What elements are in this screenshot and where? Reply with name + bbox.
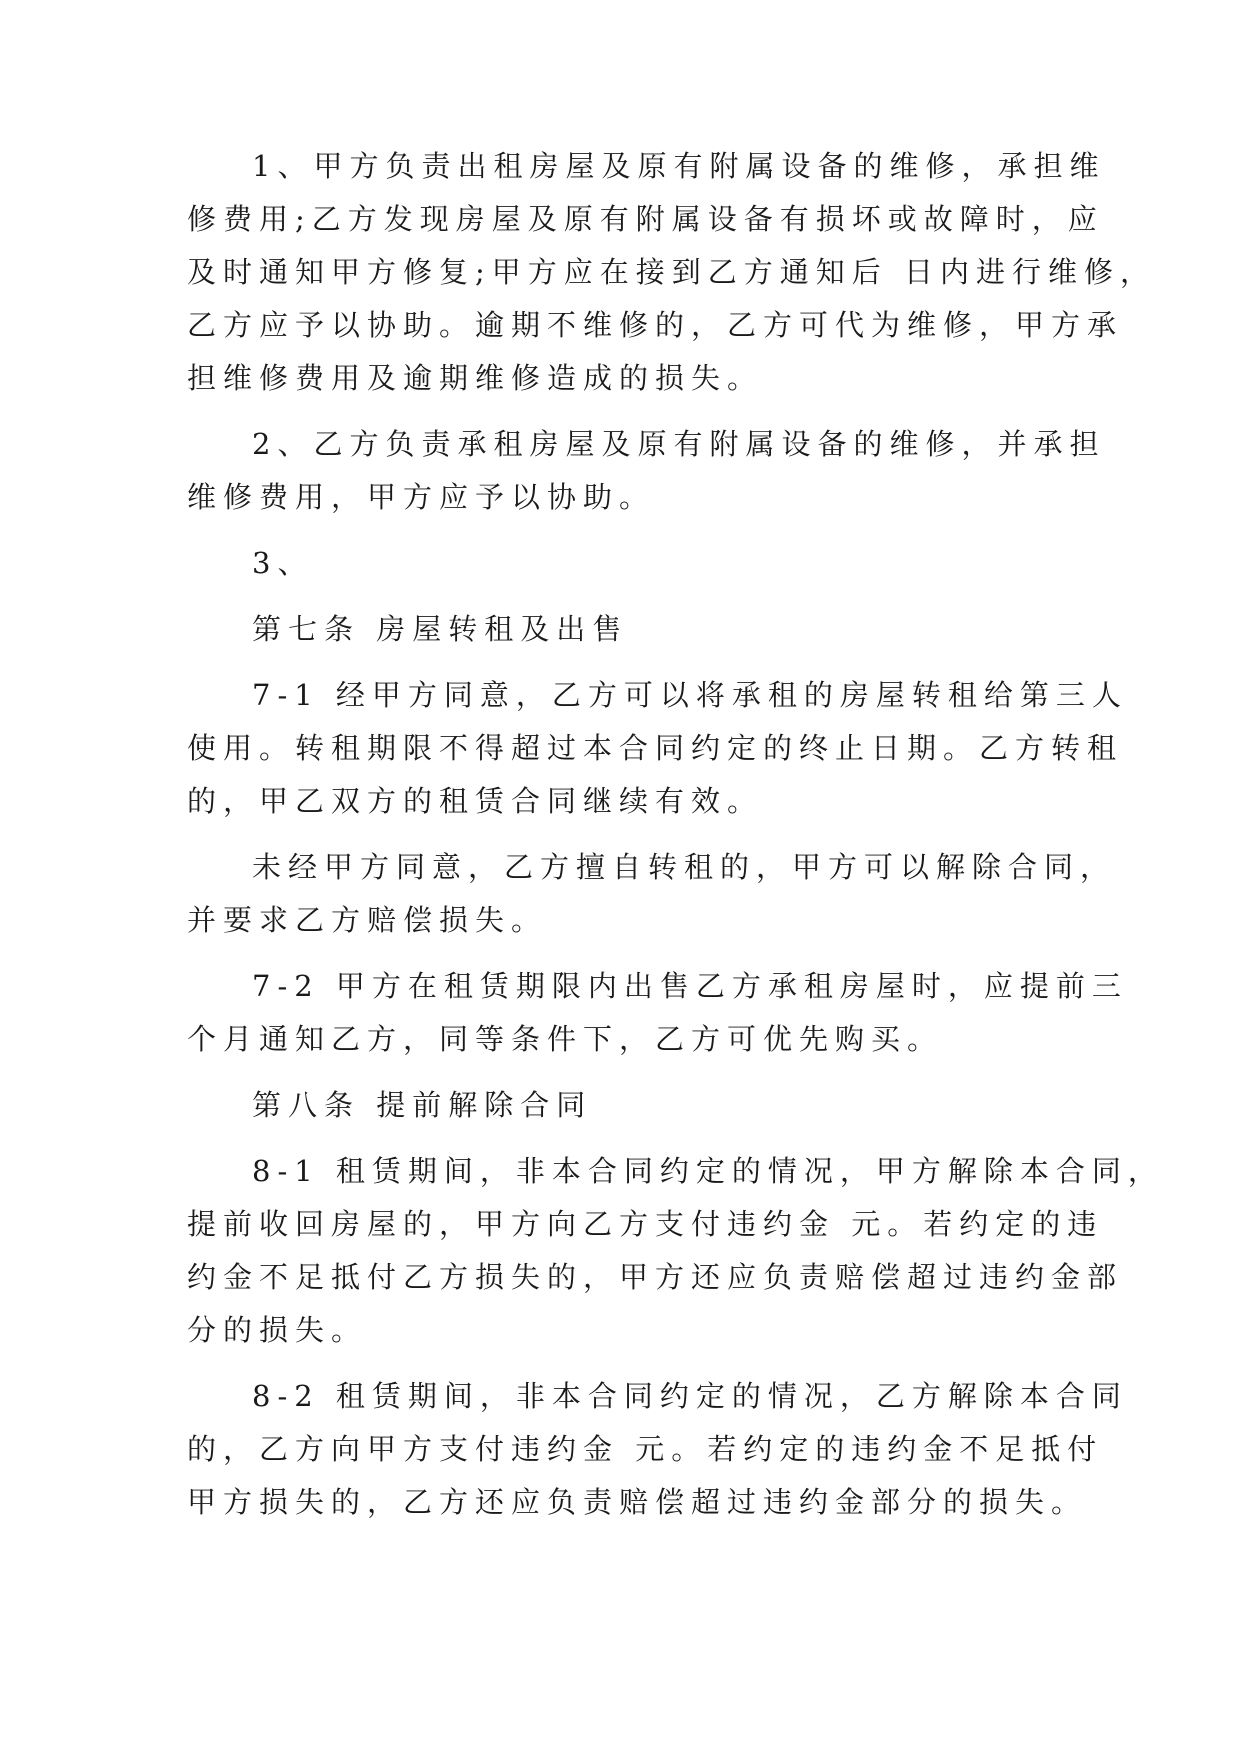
text-line: 维修费用，甲方应予以协助。 bbox=[187, 480, 656, 514]
text-line: 修费用;乙方发现房屋及原有附属设备有损坏或故障时，应 bbox=[187, 202, 1104, 236]
text-line: 2、乙方负责承租房屋及原有附属设备的维修，并承担 bbox=[252, 427, 1106, 461]
text-line: 担维修费用及逾期维修造成的损失。 bbox=[187, 361, 764, 395]
text-line: 甲方损失的，乙方还应负责赔偿超过违约金部分的损失。 bbox=[187, 1485, 1088, 1519]
text-line: 分的损失。 bbox=[187, 1313, 368, 1347]
text-line: 的，甲乙双方的租赁合同继续有效。 bbox=[187, 784, 764, 818]
text-line: 7-2 甲方在租赁期限内出售乙方承租房屋时，应提前三 bbox=[252, 969, 1128, 1003]
text-line: 约金不足抵付乙方损失的，甲方还应负责赔偿超过违约金部 bbox=[187, 1260, 1124, 1294]
text-line: 1、甲方负责出租房屋及原有附属设备的维修，承担维 bbox=[252, 149, 1106, 183]
text-line: 使用。转租期限不得超过本合同约定的终止日期。乙方转租 bbox=[187, 731, 1124, 765]
text-line: 3、 bbox=[252, 546, 314, 580]
text-line: 8-1 租赁期间，非本合同约定的情况，甲方解除本合同， bbox=[252, 1154, 1164, 1188]
text-line: 8-2 租赁期间，非本合同约定的情况，乙方解除本合同 bbox=[252, 1379, 1128, 1413]
section-heading: 第七条 房屋转租及出售 bbox=[252, 612, 629, 646]
text-line: 7-1 经甲方同意，乙方可以将承租的房屋转租给第三人 bbox=[252, 678, 1128, 712]
text-line: 乙方应予以协助。逾期不维修的，乙方可代为维修，甲方承 bbox=[187, 308, 1124, 342]
text-line: 未经甲方同意，乙方擅自转租的，甲方可以解除合同， bbox=[252, 850, 1117, 884]
text-line: 提前收回房屋的，甲方向乙方支付违约金 元。若约定的违 bbox=[187, 1207, 1104, 1241]
text-line: 个月通知乙方，同等条件下，乙方可优先购买。 bbox=[187, 1022, 944, 1056]
section-heading: 第八条 提前解除合同 bbox=[252, 1088, 593, 1122]
text-line: 及时通知甲方修复;甲方应在接到乙方通知后 日内进行维修， bbox=[187, 255, 1156, 289]
text-line: 并要求乙方赔偿损失。 bbox=[187, 903, 548, 937]
text-line: 的，乙方向甲方支付违约金 元。若约定的违约金不足抵付 bbox=[187, 1432, 1104, 1466]
